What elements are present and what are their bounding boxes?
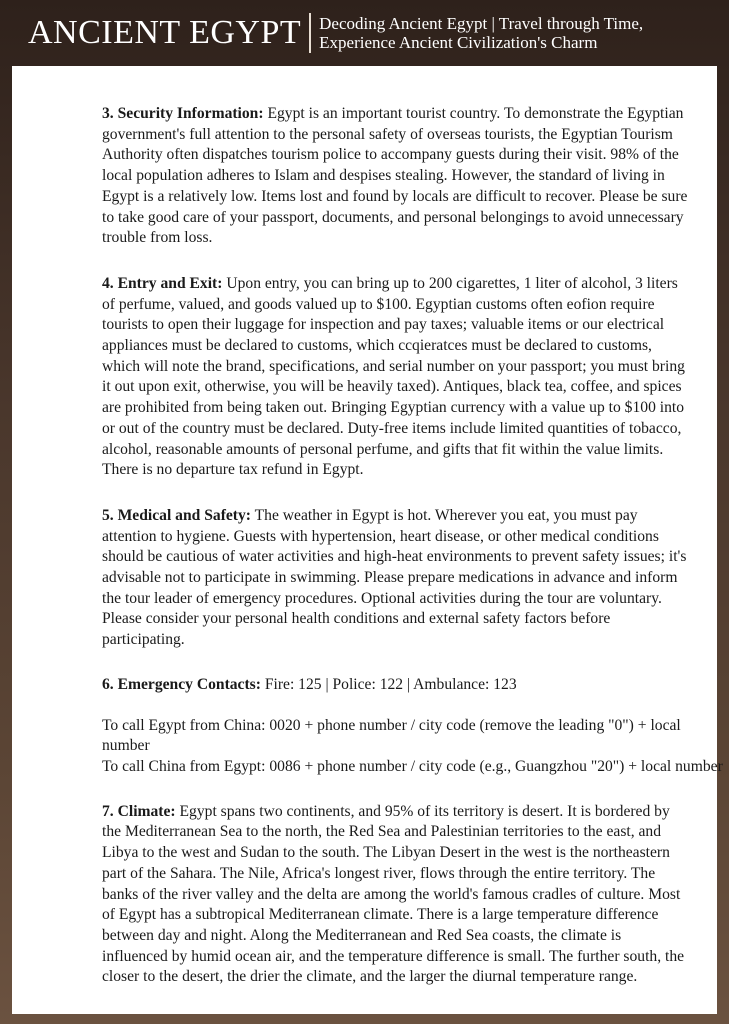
emergency-numbers: Fire: 125 | Police: 122 | Ambulance: 123 [260,675,517,693]
security-section [102,104,689,249]
medical-section [102,506,689,651]
document-page [12,66,723,1014]
climate-body: Egypt spans two continents, and 95% of its territory is desert. It is bordered by the Mediterranean Sea to the north, the Red Sea and Palestinian territories to the east, and Libya to the west and Sudan to the south. The Libyan Desert in the west is the northeastern part of the Sahara. The Nile, Africa's longest river, flows through the entire territory. The banks of the river valley and the delta are among the world's famous cradles of culture. Most of Egypt has a subtropical Mediterranean climate. There is a large temperature difference between day and night. Along the Mediterranean and Red Sea coasts, the climate is influenced by humid ocean air, and the temperature difference is small. The further south, the closer to the desert, the drier the climate, and the larger the diurnal temperature range. [102,802,685,986]
call-egypt-from-china: To call Egypt from China: 0020 + phone number / city code (remove the leading "0") + local number [102,716,681,755]
security-heading: 3. Security Information: [102,105,264,122]
header-banner [0,0,729,66]
tagline-line-1: Decoding Ancient Egypt | Travel through Time, [319,14,644,33]
document-content [102,104,723,988]
medical-heading: 5. Medical and Safety: [102,506,251,524]
entry-exit-body: Upon entry, you can bring up to 200 cigarettes, 1 liter of alcohol, 3 liters of perfume, valued, and goods valued up to $100. Egyptian customs often eofion require tourists to open their luggage for inspection and pay taxes; valuable items or our electrical appliances must be declared to customs, which ccqieratces must be declared to customs, which will note the brand, specifications, and serial number on your passport; you must bring it out upon exit, otherwise, you will be heavily taxed). Antiques, black tea, coffee, and spices are prohibited from being taken out. Bringing Egyptian currency with a value up to $100 into or out of the country must be declared. Duty-free items include limited quantities of tobacco, alcohol, reasonable amounts of personal perfume, and gifts that fit within the value limits. There is no departure tax refund in Egypt. [102,274,685,479]
header-divider [309,13,311,53]
brand-title: ANCIENT EGYPT [28,14,302,51]
call-china-from-egypt: To call China from Egypt: 0086 + phone number / city code (e.g., Guangzhou "20") + local number [102,757,723,775]
climate-section [102,802,689,988]
entry-exit-heading: 4. Entry and Exit: [102,274,223,292]
entry-exit-section [102,274,689,481]
climate-heading: 7. Climate: [102,802,176,820]
tagline-line-2: Experience Ancient Civilization's Charm [319,33,598,52]
security-body: Egypt is an important tourist country. To demonstrate the Egyptian government's full attention to the personal safety of overseas tourists, the Egyptian Tourism Authority often dispatches tourism police to accompany guests during their visit. 98% of the local population adheres to Islam and despises stealing. However, the standard of living in Egypt is a relatively low. Items lost and found by locals are difficult to recover. Please be sure to take good care of your passport, documents, and personal belongings to avoid unnecessary trouble from loss. [102,105,688,247]
header-tagline [319,14,643,52]
emergency-heading: 6. Emergency Contacts: [102,675,261,693]
medical-body: The weather in Egypt is hot. Wherever you eat, you must pay attention to hygiene. Guests with hypertension, heart disease, or other medical conditions should be cautious of water activities and high-heat environments to prevent safety issues; it's advisable not to participate in swimming. Please prepare medications in advance and inform the tour leader of emergency procedures. Optional activities during the tour are voluntary. Please consider your personal health conditions and external safety factors before participating. [102,506,687,649]
emergency-section [102,675,689,696]
